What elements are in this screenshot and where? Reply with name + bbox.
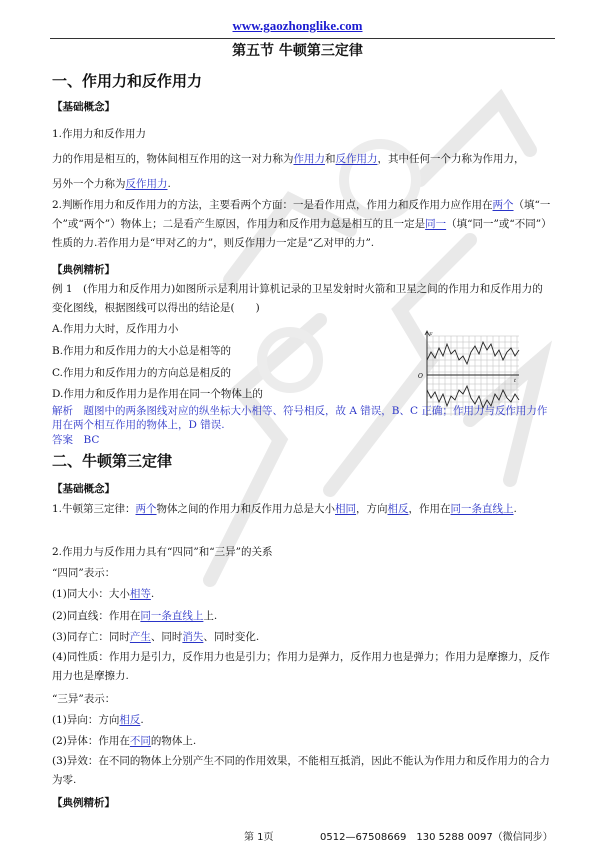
graph-axis-y: F: [429, 332, 433, 338]
third-law-statement: 1.牛顿第三定律：两个物体之间的作用力和反作用力总是大小相同，方向相反，作用在同一条直线上.: [52, 503, 517, 515]
same-line: (2)同直线：作用在同一条直线上上.: [52, 610, 218, 622]
section1-concept-tag: 【基础概念】: [52, 101, 115, 113]
item1-line2: 另外一个力称为反作用力.: [52, 178, 171, 190]
item2-paragraph: 2.判断作用力和反作用力的方法，主要看两个方面：一是看作用点，作用力和反作用力应作用在两个（填“一个”或“两个”）物体上；二是看产生原因，作用力和反作用力总是相互的且一定是同一（填“同一”或“不同”）性质的力.若作用力是“甲对乙的力”，则反作用力一定是“乙对甲的力”.: [52, 199, 552, 249]
analysis-text: 解析 题图中的两条图线对应的纵坐标大小相等、符号相反，故 A 错误，B、C 正确；作用力与反作用力作用在两个相互作用的物体上，D 错误.: [52, 405, 548, 431]
blank-opposite-2: 相反: [119, 714, 141, 726]
same-nature: (4)同性质：作用力是引力，反作用力也是引力；作用力是弹力，反作用力也是弹力；作用力是摩擦力，反作用力也是摩擦力.: [52, 651, 550, 682]
option-c: C.作用力和反作用力的方向总是相反的: [52, 367, 231, 379]
blank-equal-size: 相等: [129, 588, 151, 600]
blank-different: 不同: [129, 735, 151, 747]
diff-body: (2)异体：作用在不同的物体上.: [52, 735, 197, 747]
header-rule: [50, 38, 555, 39]
graph-axis-x: t: [514, 378, 517, 384]
blank-same-line-2: 同一条直线上: [140, 610, 204, 622]
option-b: B.作用力和反作用力的大小总是相等的: [52, 345, 232, 357]
section1-example-tag: 【典例精析】: [52, 264, 115, 276]
item1-title: 1.作用力和反作用力: [52, 128, 147, 140]
option-d: D.作用力和反作用力是作用在同一个物体上的: [52, 388, 263, 400]
blank-action-force: 作用力: [293, 153, 325, 165]
section2-example-tag: 【典例精析】: [52, 797, 115, 809]
same-existence: (3)同存亡：同时产生、同时消失、同时变化.: [52, 631, 260, 643]
section2-concept-tag: 【基础概念】: [52, 483, 115, 495]
same-size: (1)同大小：大小相等.: [52, 588, 155, 600]
four-same-heading: “四同”表示：: [52, 567, 116, 579]
page-title: 第五节 牛顿第三定律: [232, 43, 363, 59]
blank-produce: 产生: [129, 631, 151, 643]
blank-reaction-force-2: 反作用力: [125, 178, 168, 190]
site-link[interactable]: www.gaozhonglike.com: [232, 18, 363, 33]
contact-phone: 0512—67508669 130 5288 0097（微信同步）: [320, 832, 553, 843]
blank-reaction-force: 反作用力: [335, 153, 378, 165]
blank-same: 同一: [425, 218, 447, 230]
blank-disappear: 消失: [182, 631, 204, 643]
blank-two: 两个: [492, 199, 514, 211]
relation-text: 2.作用力与反作用力具有“四同”和“三异”的关系: [52, 546, 273, 558]
blank-same-line: 同一条直线上: [450, 503, 514, 515]
option-a: A.作用力大时，反作用力小: [52, 323, 179, 335]
item1-line1: 力的作用是相互的，物体间相互作用的这一对力称为作用力和反作用力，其中任何一个力称为作用力，: [52, 153, 525, 165]
blank-equal: 相同: [335, 503, 357, 515]
diff-effect: (3)异效：在不同的物体上分别产生不同的作用效果，不能相互抵消，因此不能认为作用力和反作用力的合力为零.: [52, 755, 550, 786]
graph-origin: O: [418, 373, 423, 380]
page-number: 第 1页: [244, 832, 274, 843]
blank-opposite: 相反: [387, 503, 409, 515]
section2-heading: 二、牛顿第三定律: [52, 452, 173, 470]
example1-text: 例 1 (作用力和反作用力)如图所示是利用计算机记录的卫星发射时火箭和卫星之间的作用力和反作用力的变化图线，根据图线可以得出的结论是( ): [52, 283, 543, 314]
answer-text: 答案 BC: [52, 434, 100, 446]
section1-heading: 一、作用力和反作用力: [52, 72, 203, 90]
blank-two-objects: 两个: [135, 503, 157, 515]
diff-direction: (1)异向：方向相反.: [52, 714, 144, 726]
three-diff-heading: “三异”表示：: [52, 693, 116, 705]
